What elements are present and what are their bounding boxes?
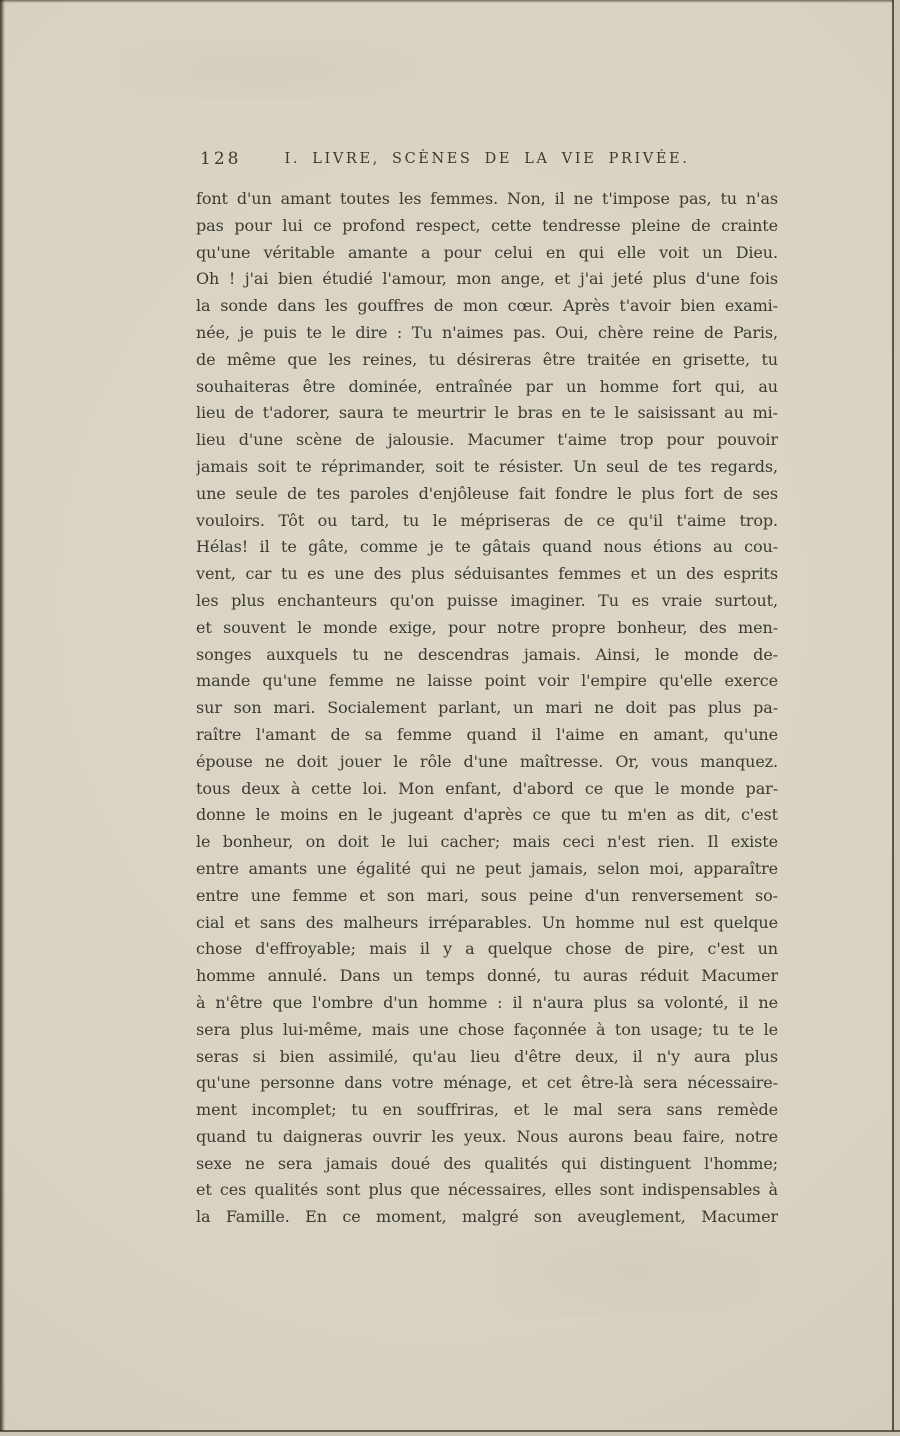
scan-edge-right — [893, 0, 900, 1436]
paper-blemish — [120, 40, 420, 100]
text-line: sexe ne sera jamais doué des qualités qui distinguent l'homme; — [196, 1153, 778, 1173]
text-line: épouse ne doit jouer le rôle d'une maîtresse. Or, vous manquez. — [196, 751, 778, 771]
text-line: sera plus lui-même, mais une chose façonnée à ton usage; tu te le — [196, 1019, 778, 1039]
text-line: qu'une personne dans votre ménage, et cet être-là sera nécessaire- — [196, 1073, 778, 1093]
paper-blemish — [500, 1226, 760, 1316]
text-line: pas pour lui ce profond respect, cette tendresse pleine de crainte — [196, 215, 778, 235]
text-line: homme annulé. Dans un temps donné, tu auras réduit Macumer — [196, 966, 778, 986]
text-line: entre une femme et son mari, sous peine d'un renversement so- — [196, 885, 778, 905]
text-line: chose d'effroyable; mais il y a quelque chose de pire, c'est un — [196, 939, 778, 959]
text-line: et souvent le monde exige, pour notre propre bonheur, des men- — [196, 617, 778, 637]
text-line: cial et sans des malheurs irréparables. Un homme nul est quelque — [196, 912, 778, 932]
scan-edge-bottom-line — [0, 1430, 900, 1432]
text-line: le bonheur, on doit le lui cacher; mais ceci n'est rien. Il existe — [196, 832, 778, 852]
text-line: sur son mari. Socialement parlant, un mari ne doit pas plus pa- — [196, 698, 778, 718]
scan-edge-right-line — [892, 0, 894, 1436]
scan-edge-left — [0, 0, 5, 1436]
text-line: à n'être que l'ombre d'un homme : il n'aura plus sa volonté, il ne — [196, 992, 778, 1012]
text-line: font d'un amant toutes les femmes. Non, il ne t'impose pas, tu n'as — [196, 189, 778, 208]
text-line: songes auxquels tu ne descendras jamais. Ainsi, le monde de- — [196, 644, 778, 664]
text-line: entre amants une égalité qui ne peut jamais, selon moi, apparaître — [196, 858, 778, 878]
text-line: les plus enchanteurs qu'on puisse imaginer. Tu es vraie surtout, — [196, 590, 778, 610]
text-line: lieu d'une scène de jalousie. Macumer t'aime trop pour pouvoir — [196, 430, 778, 450]
text-line: raître l'amant de sa femme quand il l'aime en amant, qu'une — [196, 724, 778, 744]
text-line: Oh ! j'ai bien étudié l'amour, mon ange, et j'ai jeté plus d'une fois — [196, 269, 778, 289]
text-line: la sonde dans les gouffres de mon cœur. Après t'avoir bien exami- — [196, 296, 778, 316]
text-line: qu'une véritable amante a pour celui en qui elle voit un Dieu. — [196, 242, 778, 262]
text-line: souhaiteras être dominée, entraînée par un homme fort qui, au — [196, 376, 778, 396]
text-line: tous deux à cette loi. Mon enfant, d'abord ce que le monde par- — [196, 778, 778, 798]
scan-edge-top — [0, 0, 900, 3]
running-header-title: I. LIVRE, SCÈNES DE LA VIE PRIVÉE. — [284, 151, 690, 167]
text-line: quand tu daigneras ouvrir les yeux. Nous aurons beau faire, notre — [196, 1126, 778, 1146]
text-line: seras si bien assimilé, qu'au lieu d'être deux, il n'y aura plus — [196, 1046, 778, 1066]
text-line: donne le moins en le jugeant d'après ce que tu m'en as dit, c'est — [196, 805, 778, 825]
text-line: née, je puis te le dire : Tu n'aimes pas. Oui, chère reine de Paris, — [196, 322, 778, 342]
text-line: la Famille. En ce moment, malgré son aveuglement, Macumer — [196, 1207, 778, 1227]
text-line: de même que les reines, tu désireras être traitée en grisette, tu — [196, 349, 778, 369]
text-line: vouloirs. Tôt ou tard, tu le mépriseras de ce qu'il t'aime trop. — [196, 510, 778, 530]
text-line: vent, car tu es une des plus séduisantes femmes et un des esprits — [196, 564, 778, 584]
body-text — [196, 186, 778, 1231]
text-line: jamais soit te réprimander, soit te résister. Un seul de tes regards, — [196, 456, 778, 476]
text-line: mande qu'une femme ne laisse point voir l'empire qu'elle exerce — [196, 671, 778, 691]
text-line: lieu de t'adorer, saura te meurtrir le bras en te le saisissant au mi- — [196, 403, 778, 423]
text-line: Hélas! il te gâte, comme je te gâtais quand nous étions au cou- — [196, 537, 778, 557]
text-line: ment incomplet; tu en souffriras, et le mal sera sans remède — [196, 1100, 778, 1120]
page-number: 128 — [200, 149, 242, 169]
running-header — [196, 149, 778, 171]
text-line: et ces qualités sont plus que nécessaires, elles sont indispensables à — [196, 1180, 778, 1200]
text-line: une seule de tes paroles d'enjôleuse fait fondre le plus fort de ses — [196, 483, 778, 503]
